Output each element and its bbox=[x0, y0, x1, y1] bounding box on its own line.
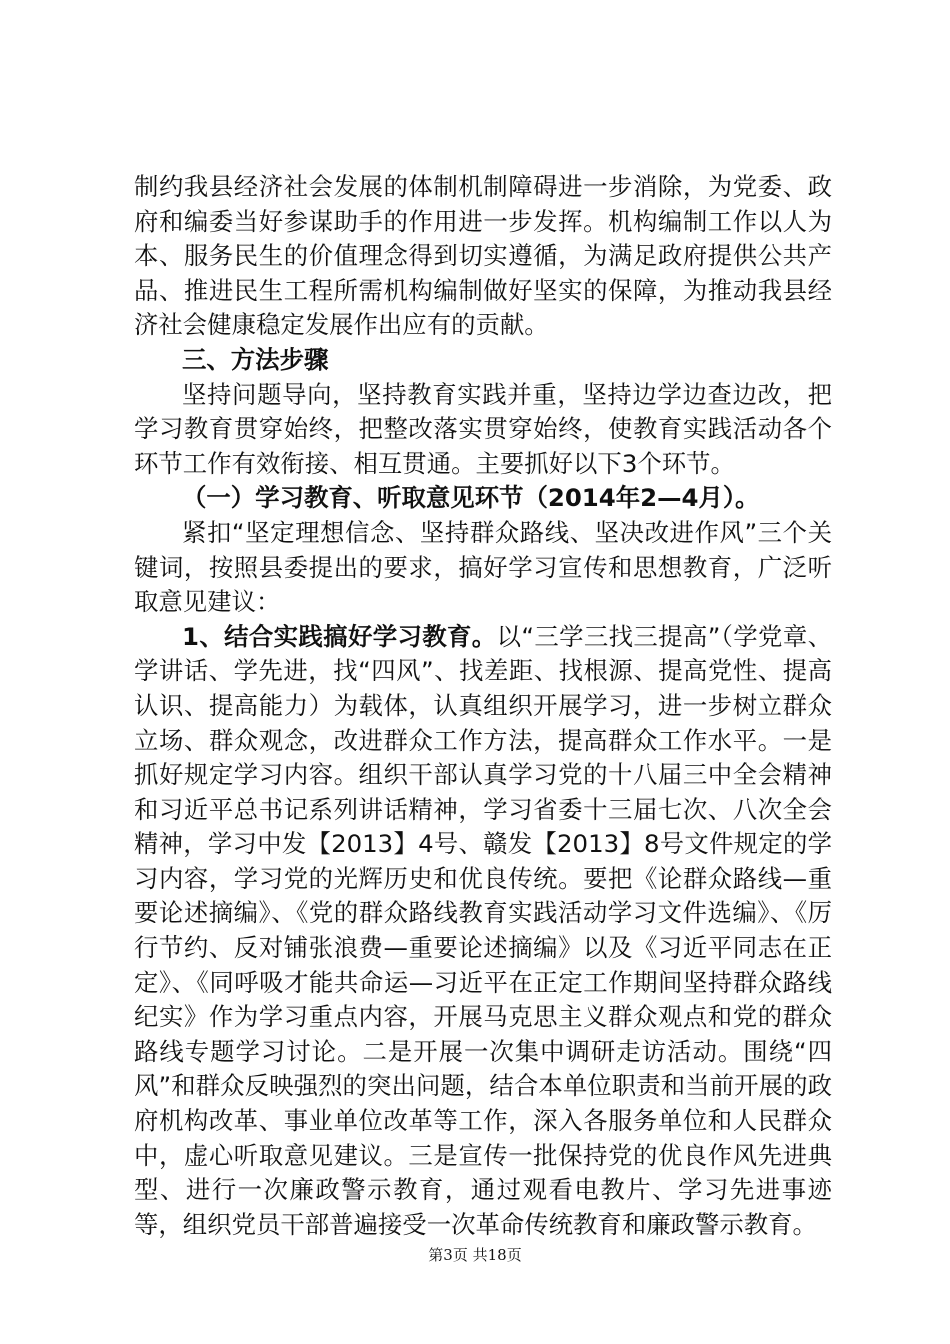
subsection-heading-study: （一）学习教育、听取意见环节（2014年2—4月）。 bbox=[182, 483, 760, 513]
paragraph-method: 坚持问题导向，坚持教育实践并重，坚持边学边查边改，把学习教育贯穿始终，把整改落实贯穿始终，使教育实践活动各个环节工作有效衔接、相互贯通。主要抓好以下3个环节。 bbox=[134, 379, 832, 478]
section-heading-methods: 三、方法步骤 bbox=[182, 344, 329, 374]
page-number-footer: 第3页 共18页 bbox=[428, 1246, 522, 1264]
item-1-title: 1、结合实践搞好学习教育。 bbox=[182, 621, 497, 651]
paragraph-keywords: 紧扣“坚定理想信念、坚持群众路线、坚决改进作风”三个关键词，按照县委提出的要求，搞好学习宣传和思想教育，广泛听取意见建议： bbox=[134, 517, 832, 617]
document-body bbox=[134, 170, 832, 1242]
paragraph-intro: 制约我县经济社会发展的体制机制障碍进一步消除，为党委、政府和编委当好参谋助手的作用进一步发挥。机构编制工作以人为本、服务民生的价值理念得到切实遵循，为满足政府提供公共产品、推进民生工程所需机构编制做好坚实的保障，为推动我县经济社会健康稳定发展作出应有的贡献。 bbox=[134, 172, 832, 340]
item-1-body: 以“三学三找三提高”（学党章、学讲话、学先进，找“四风”、找差距、找根源、提高党性、提高认识、提高能力）为载体，认真组织开展学习，进一步树立群众立场、群众观念，改进群众工作方法，提高群众工作水平。一是抓好规定学习内容。组织干部认真学习党的十八届三中全会精神和习近平总书记系列讲话精神，学习省委十三届七次、八次全会精神，学习中发【2013】4号、赣发【2013】8号文件规定的学习内容，学习党的光辉历史和优良传统。要把《论群众路线—重要论述摘编》、《党的群众路线教育实践活动学习文件选编》、《厉行节约、反对铺张浪费—重要论述摘编》以及《习近平同志在正定》、《同呼吸才能共命运—习近平在正定工作期间坚持群众路线纪实》作为学习重点内容，开展马克思主义群众观点和党的群众路线专题学习讨论。二是开展一次集中调研走访活动。围绕“四风”和群众反映强烈的突出问题，结合本单位职责和当前开展的政府机构改革、事业单位改革等工作，深入各服务单位和人民群众中，虚心听取意见建议。三是宣传一批保持党的优良作风先进典型、进行一次廉政警示教育，通过观看电教片、学习先进事迹等，组织党员干部普遍接受一次革命传统教育和廉政警示教育。 bbox=[134, 621, 832, 1239]
paragraph-item-1 bbox=[134, 620, 832, 1243]
